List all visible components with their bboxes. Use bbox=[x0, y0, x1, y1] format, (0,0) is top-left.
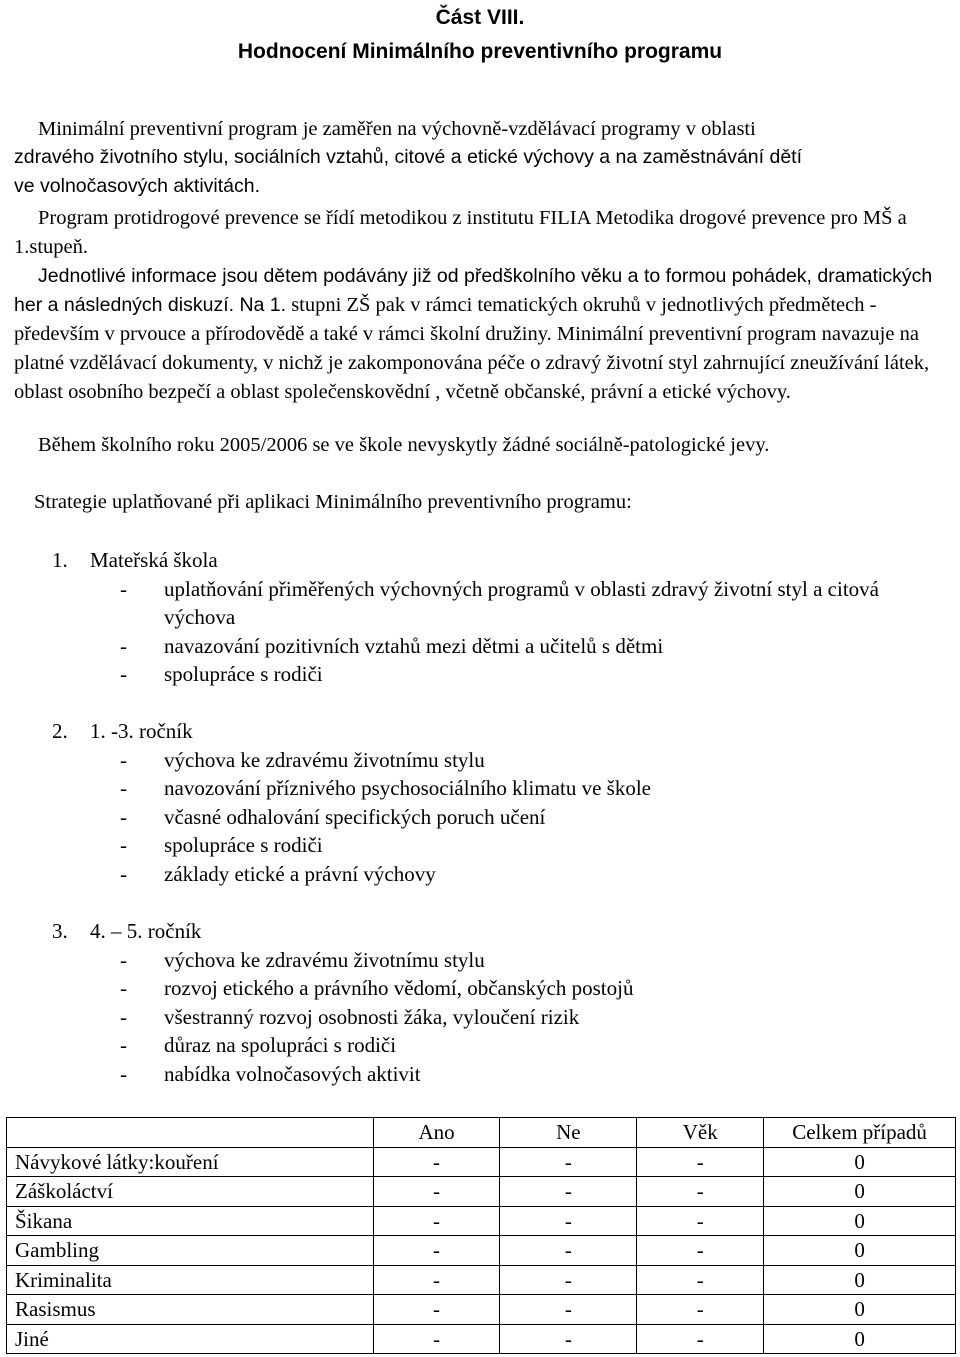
table-cell: - bbox=[500, 1206, 637, 1236]
group-grades-4-5 bbox=[52, 917, 952, 1089]
group-number: 1. bbox=[52, 548, 68, 572]
table-row bbox=[7, 1324, 956, 1354]
table-row bbox=[7, 1206, 956, 1236]
table-cell: - bbox=[637, 1147, 764, 1177]
table-header-row bbox=[7, 1118, 956, 1148]
list-item: - uplatňování přiměřených výchovných programů v oblasti zdravý životní styl a citová výchova bbox=[120, 576, 879, 630]
table-row bbox=[7, 1177, 956, 1207]
table-cell: - bbox=[373, 1206, 500, 1236]
table-cell: - bbox=[373, 1177, 500, 1207]
group-name: Mateřská škola bbox=[90, 548, 218, 572]
group-name: 4. – 5. ročník bbox=[90, 919, 202, 943]
group-heading bbox=[52, 917, 952, 946]
table-cell: - bbox=[637, 1324, 764, 1354]
table-cell: 0 bbox=[764, 1147, 956, 1177]
table-header-cell: Celkem případů bbox=[764, 1118, 956, 1148]
program-paragraph: Program protidrogové prevence se řídí metodikou z institutu FILIA Metodika drogové prevence pro MŠ a 1.stupeň. bbox=[14, 207, 907, 258]
list-item: - včasné odhalování specifických poruch učení bbox=[120, 804, 546, 829]
part-number: Část VIII. bbox=[435, 6, 525, 29]
page-title: Hodnocení Minimálního preventivního programu bbox=[237, 40, 723, 63]
table-cell: - bbox=[500, 1324, 637, 1354]
list-item: - navozování příznivého psychosociálního klimatu ve škole bbox=[120, 776, 651, 801]
table-cell: - bbox=[373, 1147, 500, 1177]
table-row bbox=[7, 1147, 956, 1177]
table-cell: Rasismus bbox=[7, 1295, 374, 1325]
table-cell: - bbox=[637, 1177, 764, 1207]
table-header-cell: Ne bbox=[500, 1118, 637, 1148]
group-heading bbox=[52, 717, 952, 746]
year-summary: Během školního roku 2005/2006 se ve škole nevyskytly žádné sociálně-patologické jevy. bbox=[38, 434, 770, 456]
table-cell: 0 bbox=[764, 1177, 956, 1207]
table-cell: 0 bbox=[764, 1295, 956, 1325]
table-row bbox=[7, 1295, 956, 1325]
information-serif-part: stupni ZŠ pak v rámci tematických okruhů v jednotlivých předmětech - především v prvouce a přírodovědě a také v rámci školní družiny. bbox=[14, 294, 877, 345]
table-cell: Šikana bbox=[7, 1206, 374, 1236]
list-item: - navazování pozitivních vztahů mezi dětmi a učitelů s dětmi bbox=[120, 633, 664, 658]
table-cell: Jiné bbox=[7, 1324, 374, 1354]
table-cell: - bbox=[637, 1295, 764, 1325]
list-item: - všestranný rozvoj osobnosti žáka, vyloučení rizik bbox=[120, 1004, 580, 1029]
table-cell: - bbox=[500, 1265, 637, 1295]
table-cell: - bbox=[373, 1295, 500, 1325]
intro-line-2: zdravého životního stylu, sociálních vztahů, citové a etické výchovy a na zaměstnávání dětí bbox=[14, 146, 802, 168]
table-cell: 0 bbox=[764, 1236, 956, 1266]
table-header-cell: Věk bbox=[637, 1118, 764, 1148]
list-item: - výchova ke zdravému životnímu stylu bbox=[120, 947, 485, 972]
information-paragraph bbox=[14, 262, 950, 407]
table-cell: - bbox=[500, 1147, 637, 1177]
group-name: 1. -3. ročník bbox=[90, 719, 193, 743]
table-cell: Kriminalita bbox=[7, 1265, 374, 1295]
strategy-heading: Strategie uplatňované při aplikaci Minimálního preventivního programu: bbox=[34, 491, 632, 513]
table-cell: - bbox=[500, 1295, 637, 1325]
list-item: - spolupráce s rodiči bbox=[120, 662, 323, 687]
information-sans-part: Jednotlivé informace jsou dětem podávány již od předškolního věku a to formou pohádek, dramatických her a následných diskuzí. Na 1. bbox=[14, 265, 933, 316]
table-cell: Gambling bbox=[7, 1236, 374, 1266]
table-cell: - bbox=[637, 1206, 764, 1236]
group-number: 2. bbox=[52, 719, 68, 743]
group-grades-1-3 bbox=[52, 717, 952, 889]
table-header-cell bbox=[7, 1118, 374, 1148]
list-item: - rozvoj etického a právního vědomí, občanských postojů bbox=[120, 976, 634, 1001]
group-kindergarten bbox=[52, 546, 952, 689]
table-cell: 0 bbox=[764, 1265, 956, 1295]
list-item: - základy etické a právní výchovy bbox=[120, 861, 436, 886]
list-item: - spolupráce s rodiči bbox=[120, 833, 323, 858]
table-header-cell: Ano bbox=[373, 1118, 500, 1148]
list-item: - výchova ke zdravému životnímu stylu bbox=[120, 747, 485, 772]
table-cell: Záškoláctví bbox=[7, 1177, 374, 1207]
table-cell: Návykové látky:kouření bbox=[7, 1147, 374, 1177]
table-row bbox=[7, 1236, 956, 1266]
table-row bbox=[7, 1265, 956, 1295]
table-cell: 0 bbox=[764, 1324, 956, 1354]
table-cell: - bbox=[500, 1236, 637, 1266]
table-cell: - bbox=[500, 1177, 637, 1207]
table-cell: 0 bbox=[764, 1206, 956, 1236]
intro-line-1: Minimální preventivní program je zaměřen na výchovně-vzdělávací programy v oblasti bbox=[38, 118, 756, 140]
table-cell: - bbox=[373, 1265, 500, 1295]
list-item: - důraz na spolupráci s rodiči bbox=[120, 1033, 397, 1058]
incidents-table bbox=[6, 1117, 956, 1354]
table-cell: - bbox=[373, 1324, 500, 1354]
list-item: - nabídka volnočasových aktivit bbox=[120, 1061, 421, 1086]
group-number: 3. bbox=[52, 919, 68, 943]
table-cell: - bbox=[637, 1265, 764, 1295]
group-heading bbox=[52, 546, 952, 575]
table-cell: - bbox=[637, 1236, 764, 1266]
table-cell: - bbox=[373, 1236, 500, 1266]
intro-line-3: ve volnočasových aktivitách. bbox=[14, 175, 261, 197]
curriculum-part: Minimální preventivní program navazuje na platné vzdělávací dokumenty, v nichž je zakomponována péče o zdravý životní styl zahrnující zneužívání látek, oblast osobního bezpečí a oblast společenskovědní , včetně občanské, právní a etické výchovy. bbox=[14, 323, 930, 403]
